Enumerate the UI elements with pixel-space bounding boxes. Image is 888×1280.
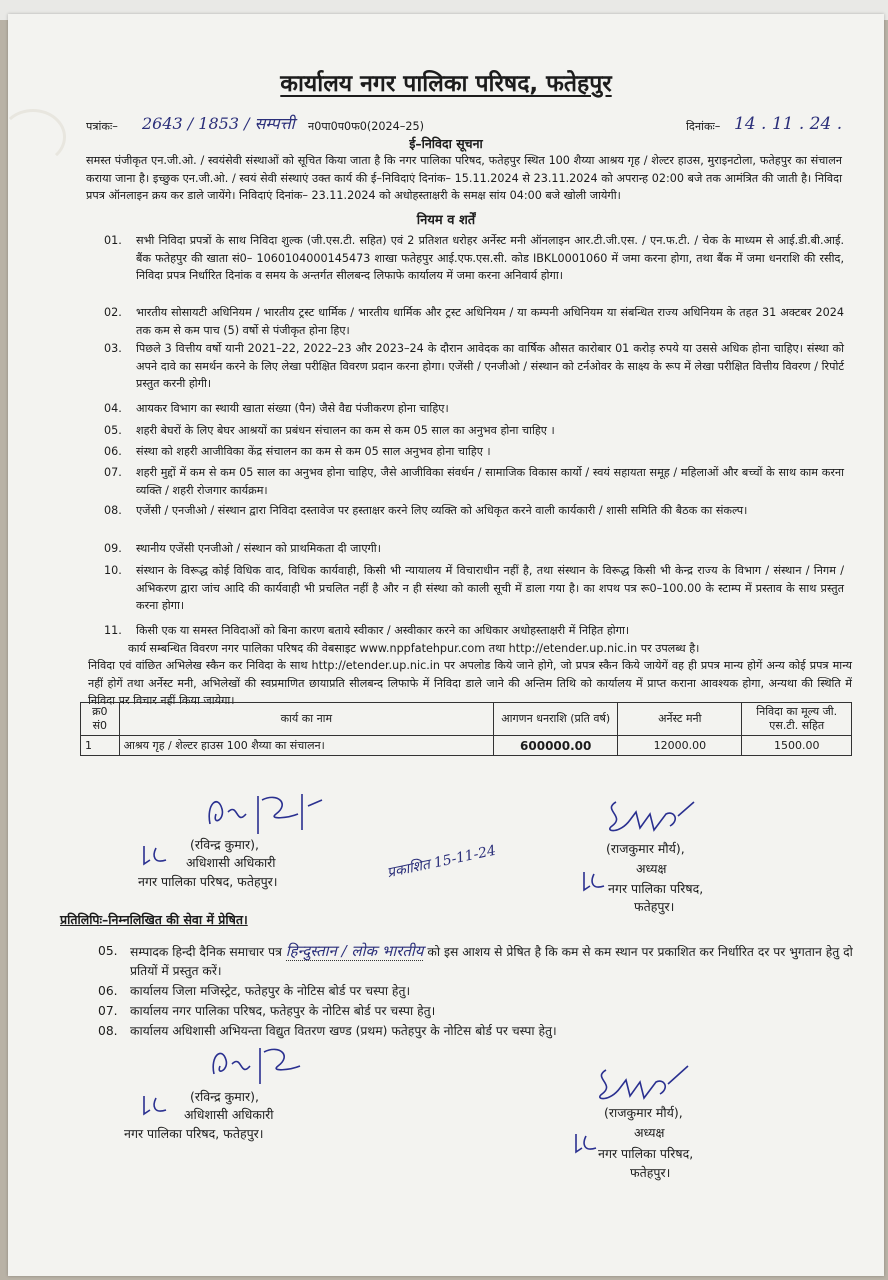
rule-item: 03. पिछले 3 वित्तीय वर्षो यानी 2021–22, 2022–23 और 2023–24 के दौरान आवेदक का वार्षिक औसत कारोबार 01 करोड़ रुपये या उससे अधिक होना चाहिए। संस्था को अपने दावे का समर्थन करने के लिए लेखा परीक्षित विवरण प्रदान करना होगा। एजेंसी / एनजीओ / संस्थान को टर्नओवर के साक्ष्य के रूप में लेखा परीक्षित वित्तीय विवरण / रिपोर्ट प्रस्तुत करनी होगी।	[104, 342, 844, 390]
table-cell: 1	[81, 736, 120, 756]
office-title: कार्यालय नगर पालिका परिषद, फतेहपुर	[280, 71, 612, 97]
publication-note-handwritten: प्रकाशित 15-11-24	[385, 842, 498, 882]
chair-office-city-2: फतेहपुर।	[630, 1165, 671, 1180]
eo-office-2: नगर पालिका परिषद, फतेहपुर।	[124, 1126, 264, 1141]
eo-title: अधिशासी अधिकारी	[186, 855, 276, 870]
notice-body: समस्त पंजीकृत एन.जी.ओ. / स्वयंसेवी संस्थाओं को सूचित किया जाता है कि नगर पालिका परिषद, फतेहपुर स्थित 100 शैय्या आश्रय गृह / शेल्टर हाउस, मुराइनटोला, फतेहपुर का संचालन कराया जाना है। इच्छुक एन.जी.ओ. / स्वयं सेवी संस्थाएं उक्त कार्य की ई–निविदाएं दिनांक– 15.11.2024 से 23.11.2024 को अपरान्ह 02:00 बजे तक आमंत्रित की जाती है। निविदा प्रपत्र ऑनलाइन क्रय कर डाले जायेंगे। निविदाएं दिनांक– 23.11.2024 को अधोहस्ताक्षरी के समक्ष सांय 04:00 बजे खोली जायेगी।	[86, 154, 842, 202]
table-row	[81, 736, 852, 756]
rule-item: 08. एजेंसी / एनजीओ / संस्थान द्वारा निविदा दस्तावेज पर हस्ताक्षर करने लिए व्यक्ति को अधिकृत करने वाली कार्यकारी / शासी समिति की बैठक का संकल्प।	[104, 504, 748, 517]
copy-item: 06. कार्यालय जिला मजिस्ट्रेट, फतेहपुर के नोटिस बोर्ड पर चस्पा हेतु।	[98, 984, 411, 998]
rule-item: 09. स्थानीय एजेंसी एनजीओ / संस्थान को प्राथमिकता दी जाएगी।	[104, 542, 381, 555]
rule-item: 06. संस्था को शहरी आजीविका केंद्र संचालन का कम से कम 05 साल अनुभव होना चाहिए ।	[104, 445, 491, 458]
date-label: दिनांकः–	[686, 120, 721, 133]
copy-item: 08. कार्यालय अधिशासी अभियन्ता विद्युत वितरण खण्ड (प्रथम) फतेहपुर के नोटिस बोर्ड पर चस्पा हेतु।	[98, 1024, 557, 1038]
date-handwritten: 14 . 11 . 24 .	[734, 114, 843, 134]
chair-name-2: (राजकुमार मौर्य),	[604, 1105, 683, 1120]
rule-item: 05. शहरी बेघरों के लिए बेघर आश्रयों का प्रबंधन संचालन का कम से कम 05 साल का अनुभव होना चाहिए ।	[104, 424, 555, 437]
rules-heading: नियम व शर्तें	[416, 213, 476, 228]
rule-item: 11. किसी एक या समस्त निविदाओं को बिना कारण बताये स्वीकार / अस्वीकार करने का अधिकार अधोहस्ताक्षरी में निहित होगा।	[104, 624, 630, 637]
rule-item: 07. शहरी मुद्दों में कम से कम 05 साल का अनुभव होना चाहिए, जैसे आजीविका संवर्धन / सामाजिक विकास कार्यो / स्वयं सहायता समूह / महिलाओं और बच्चों के साथ काम करना व्यक्ति / शहरी रोजगार कार्यक्रम।	[104, 466, 844, 497]
eo-name-2: (रविन्द्र कुमार),	[190, 1089, 259, 1104]
rule-item: 01. सभी निविदा प्रपत्रों के साथ निविदा शुल्क (जी.एस.टी. सहित) एवं 2 प्रतिशत धरोहर अर्नेस्ट मनी ऑनलाइन आर.टी.जी.एस. / एन.फ.टी. / चेक के माध्यम से आई.डी.बी.आई. बैंक फतेहपुर की खाता सं0– 1060104000145473 शाखा फतेहपुर आई.एफ.एस.सी. कोड IBKL0001060 में जमा करना होगा, तथा बैंक में जमा धनराशि की रसीद, निविदा प्रपत्र निर्धारित दिनांक व समय के अन्तर्गत सीलबन्द लिफाफे कार्यालय में जमा करना अनिवार्य होगा।	[104, 234, 844, 282]
ref-label: पत्रांकः–	[86, 120, 118, 133]
table-cell: 12000.00	[618, 736, 742, 756]
notice-sheet	[8, 14, 884, 1276]
newspaper-handwritten: हिन्दुस्तान / लोक भारतीय	[285, 942, 424, 960]
table-cell: आश्रय गृह / शेल्टर हाउस 100 शैय्या का संचालन।	[119, 736, 494, 756]
closing-note: निविदा एवं वांछित अभिलेख स्कैन कर निविदा के साथ http://etender.up.nic.in पर अपलोड किये जाने होगे, जो प्रपत्र स्कैन किये जायेगें वह ही प्रपत्र मान्य होगें अन्य कोई प्रपत्र मान्य नहीं होगें तथा अर्नेस्ट मनी, अभिलेखों की स्वप्रमाणित छायाप्रति सीलबन्द लिफाफे में निविदा डाले जाने की अन्तिम तिथि को कार्यालय में प्राप्त कराना आवश्यक होगा, अन्यथा की स्थिति में निविदा पर विचार नहीं किया जायेगा।	[88, 659, 852, 707]
eo-title-2: अधिशासी अधिकारी	[184, 1107, 274, 1122]
table-cell: 1500.00	[742, 736, 852, 756]
rule-item: 10. संस्थान के विरूद्ध कोई विधिक वाद, विधिक कार्यवाही, किसी भी न्यायालय में विचाराधीन नहीं है, तथा संस्थान के विरूद्ध किसी भी केन्द्र राज्य के विभाग / संस्थान / निगम / अभिकरण द्वारा जांच आदि की कार्यवाही भी प्रचलित नहीं है और न ही संस्था को काली सूची में डाला गया है। का शपथ पत्र रू0–100.00 के स्टाम्प में प्रस्ताव के साथ प्रस्तुत करना होगा।	[104, 564, 844, 612]
copy-heading: प्रतिलिपिः–निम्नलिखित की सेवा में प्रेषित।	[60, 912, 248, 927]
eo-name: (रविन्द्र कुमार),	[190, 837, 259, 852]
table-header: कार्य का नाम	[119, 703, 494, 736]
eo-office: नगर पालिका परिषद, फतेहपुर।	[138, 874, 278, 889]
rule-item: 04. आयकर विभाग का स्थायी खाता संख्या (पैन) जैसे वैद्य पंजीकरण होना चाहिए।	[104, 402, 449, 415]
copy-item: 07. कार्यालय नगर पालिका परिषद, फतेहपुर के नोटिस बोर्ड पर चस्पा हेतु।	[98, 1004, 436, 1018]
eo-signature-2	[204, 1038, 314, 1094]
table-cell: 600000.00	[494, 736, 618, 756]
ref-number-printed: न0पा0प0फ0(2024–25)	[308, 120, 424, 133]
chair-title: अध्यक्ष	[636, 861, 667, 876]
rule-item: 02. भारतीय सोसायटी अधिनियम / भारतीय ट्रस्ट धार्मिक / भारतीय धार्मिक और ट्रस्ट अधिनियम / या कम्पनी अधिनियम या संबन्धित राज्य अधिनियम के तहत 31 अक्टबर 2024 तक कम से कम पाच (5) वर्षो से पंजीकृत होना हिए।	[104, 306, 844, 337]
chair-office: नगर पालिका परिषद,	[608, 881, 704, 896]
notice-heading: ई–निविदा सूचना	[409, 136, 483, 151]
chair-office-city: फतेहपुर।	[634, 899, 675, 914]
table-header: क्र0 सं0	[81, 703, 120, 736]
copy-item: 05. सम्पादक हिन्दी दैनिक समाचार पत्र हिन्दुस्तान / लोक भारतीय को इस आशय से प्रेषित है कि कम से कम स्थान पर प्रकाशित कर निर्धारित दर पर भुगतान हेतु दो प्रतियों में प्रस्तुत करें।	[98, 942, 853, 978]
website-note: कार्य सम्बन्धित विवरण नगर पालिका परिषद की वेबसाइट www.nppfatehpur.com तथा http://etender.up.nic.in पर उपलब्ध है।	[128, 642, 700, 655]
chair-title-2: अध्यक्ष	[634, 1125, 665, 1140]
table-header-row	[81, 703, 852, 736]
chair-name: (राजकुमार मौर्य),	[606, 841, 685, 856]
tender-table	[80, 702, 852, 756]
table-header: आगणन धनराशि (प्रति वर्ष)	[494, 703, 618, 736]
eo-signature	[198, 784, 328, 844]
ref-number-handwritten: 2643 / 1853 / सम्पत्ती	[142, 114, 295, 133]
table-header: निविदा का मूल्य जी. एस.टी. सहित	[742, 703, 852, 736]
table-header: अर्नेस्ट मनी	[618, 703, 742, 736]
chair-office-2: नगर पालिका परिषद,	[598, 1146, 694, 1161]
